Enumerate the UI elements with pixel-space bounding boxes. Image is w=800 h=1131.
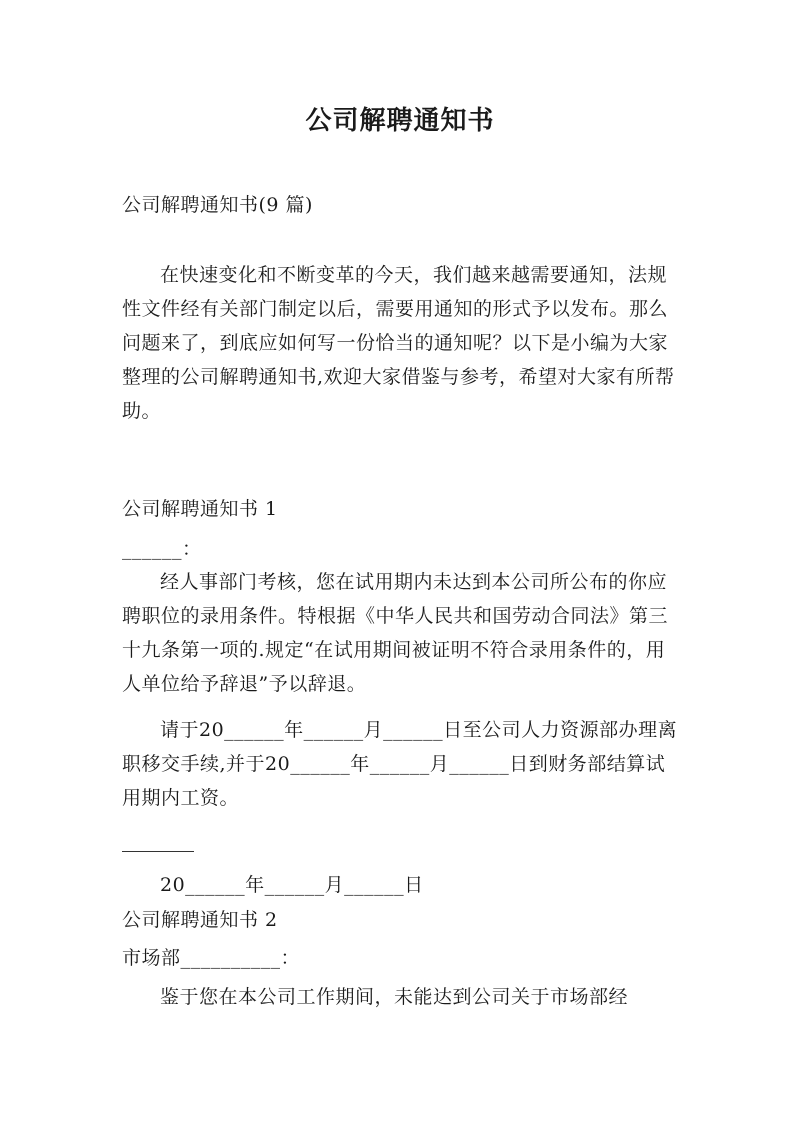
intro-paragraph: 在快速变化和不断变革的今天，我们越来越需要通知，法规性文件经有关部门制定以后，需要用通知的形式予以发布。那么问题来了，到底应如何写一份恰当的通知呢？以下是小编为大家整理的公司解聘通知书,欢迎大家借鉴与参考，希望对大家有所帮助。 [122,264,675,422]
document-title: 公司解聘通知书 [305,106,495,136]
section2-paragraph-1: 鉴于您在本公司工作期间，未能达到公司关于市场部经 [160,986,629,1008]
section2-salutation: 市场部__________： [122,947,301,969]
section1-paragraph-1: 经人事部门考核，您在试用期内未达到本公司所公布的你应聘职位的录用条件。特根据《中华人民共和国劳动合同法》第三十九条第一项的.规定“在试用期间被证明不符合录用条件的，用人单位给予辞退”予以辞退。 [122,571,669,695]
section1-heading: 公司解聘通知书 1 [122,498,278,520]
signature-rule [122,851,194,852]
section2-heading: 公司解聘通知书 2 [122,909,278,931]
section1-salutation: ______： [122,538,202,560]
section1-paragraph-2: 请于20______年______月______日至公司人力资源部办理离职移交手续,并于20______年______月______日到财务部结算试用期内工资。 [122,719,678,809]
document-subtitle: 公司解聘通知书(9 篇) [122,194,313,216]
section1-date: 20______年______月______日 [160,874,424,896]
